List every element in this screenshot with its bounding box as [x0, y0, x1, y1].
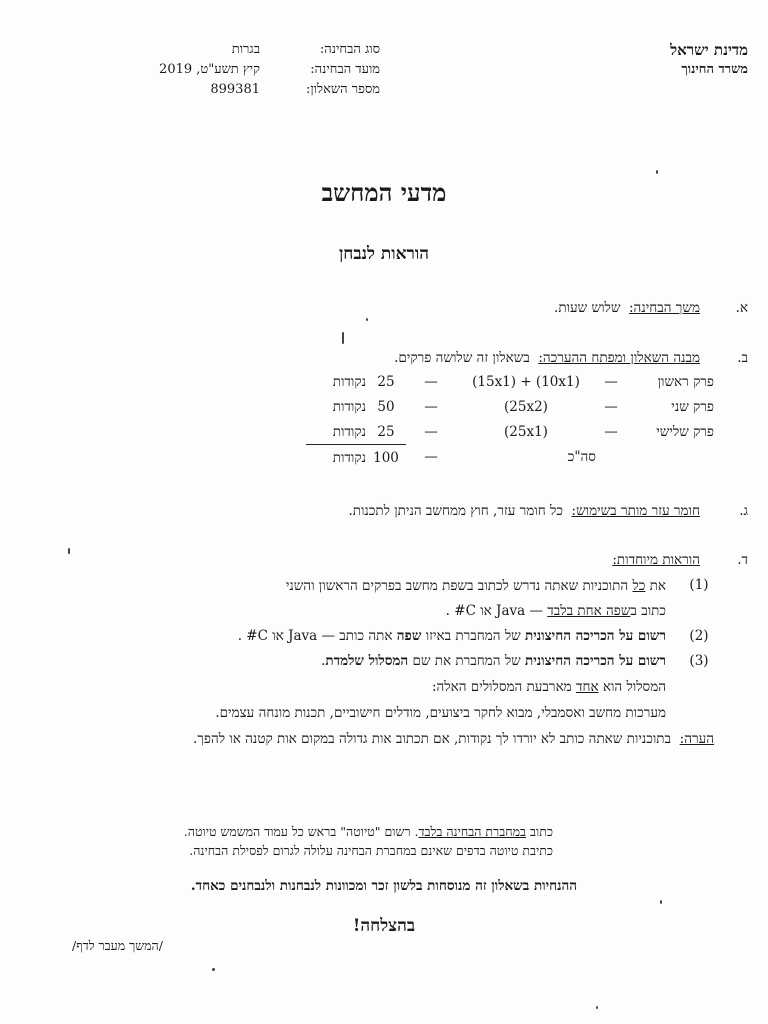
- scan-speck: [366, 318, 368, 321]
- dash: —: [604, 373, 618, 390]
- text: של המחברת באיזו: [421, 628, 525, 644]
- section-structure: [148, 347, 748, 470]
- points-unit: נקודות: [332, 373, 366, 390]
- section-letter: ג.: [739, 503, 748, 519]
- special-label: הוראות מיוחדות:: [612, 552, 700, 568]
- points-unit: נקודות: [306, 445, 366, 471]
- section-duration: [148, 297, 748, 319]
- part-formula: (25x2): [504, 398, 548, 415]
- note: [148, 726, 714, 752]
- item-number: (1): [689, 577, 709, 593]
- text: כתוב ב: [630, 603, 666, 619]
- section-letter: א.: [735, 300, 748, 316]
- structure-label: מבנה השאלון ומפתח ההערכה:: [538, 350, 700, 366]
- emphasis: כל: [632, 578, 646, 594]
- ministry-name: משרד החינוך: [681, 62, 748, 77]
- text: . רשום "טיוטה" בראש כל עמוד המשמש טיוטה.: [183, 824, 419, 839]
- table-row: [306, 419, 714, 445]
- part-points: 25: [377, 423, 395, 440]
- points-unit: נקודות: [332, 423, 366, 440]
- issuer-block: [670, 40, 748, 80]
- emphasis: שפה אחת בלבד: [547, 603, 631, 619]
- structure-text: בשאלון זה שלושה פרקים.: [394, 350, 530, 366]
- emphasis: המסלול שלמדת: [325, 653, 409, 669]
- question-number-value: 899381: [210, 82, 260, 97]
- good-luck: בהצלחה!: [352, 916, 416, 936]
- instruction-item-2: [148, 624, 709, 649]
- table-row: [306, 369, 714, 394]
- exam-date-label: מועד הבחינה:: [310, 62, 380, 77]
- dash: —: [604, 423, 618, 440]
- duration-label: משך הבחינה:: [629, 300, 700, 316]
- emphasis: רשום על הכריכה החיצונית: [524, 653, 666, 669]
- page-title: מדעי המחשב: [321, 178, 447, 207]
- emphasis: אחד: [575, 679, 599, 695]
- section-materials: [148, 500, 748, 522]
- draft-warning: כתיבת טיוטה בדפים שאינם במחברת הבחינה עלולה לגרום לפסילת הבחינה.: [189, 843, 553, 858]
- note-label: הערה:: [679, 731, 714, 747]
- exam-date-value: קיץ תשע"ט, 2019: [159, 62, 260, 77]
- scan-speck: [342, 332, 344, 344]
- text: של המחברת את שם: [408, 653, 525, 669]
- scan-speck: [660, 900, 662, 904]
- scan-speck: [656, 170, 658, 174]
- page-subtitle: הוראות לנבחן: [338, 244, 430, 264]
- exam-type-value: בגרות: [231, 42, 260, 57]
- dash: —: [424, 423, 438, 440]
- total-label: סה"כ: [567, 449, 596, 466]
- part-name: פרק שלישי: [656, 423, 714, 440]
- continued-note: /המשך מעבר לדף/: [72, 938, 163, 953]
- tracks-list: מערכות מחשב ואסמבלי, מבוא לחקר ביצועים, מודלים חישוביים, תכנות מונחה עצמים.: [215, 705, 666, 721]
- section-letter: ד.: [737, 552, 748, 568]
- materials-text: כל חומר עזר, חוץ ממחשב הניתן לתכנות.: [348, 503, 563, 519]
- exam-details: [140, 40, 380, 100]
- scan-speck: [212, 968, 215, 971]
- materials-label: חומר עזר מותר בשימוש:: [571, 503, 700, 519]
- text: המסלול הוא: [598, 679, 666, 695]
- item-number: (2): [689, 628, 709, 644]
- total-row: [306, 445, 714, 471]
- exam-type-label: סוג הבחינה:: [319, 42, 380, 57]
- dash: —: [604, 398, 618, 415]
- emphasis: רשום על הכריכה החיצונית: [524, 628, 666, 644]
- text: התוכניות שאתה נדרש לכתוב בשפת מחשב בפרקים הראשון והשני: [285, 578, 633, 594]
- emphasis: שפה: [396, 628, 422, 644]
- empty-cell: [626, 445, 714, 471]
- points-unit: נקודות: [332, 398, 366, 415]
- duration-text: שלוש שעות.: [554, 300, 621, 316]
- item-number: (3): [689, 653, 709, 669]
- score-distribution-table: [306, 369, 714, 470]
- dash: —: [424, 398, 438, 415]
- question-number-label: מספר השאלון:: [305, 82, 380, 97]
- part-formula: (15x1) + (10x1): [472, 373, 580, 390]
- dash: —: [424, 449, 438, 466]
- part-name: פרק ראשון: [657, 373, 714, 390]
- scan-speck: [596, 1006, 598, 1009]
- part-formula: (25x1): [504, 423, 548, 440]
- tracks-block: [148, 674, 700, 726]
- part-points: 50: [377, 398, 395, 415]
- total-points: 100: [366, 445, 406, 471]
- text: מארבעת המסלולים האלה:: [431, 679, 576, 695]
- text: כתוב: [526, 824, 553, 839]
- gender-note: ההנחיות בשאלון זה מנוסחות בלשון זכר ומכוונות לנבחנות ולנבחנים כאחד.: [190, 878, 578, 894]
- section-letter: ב.: [737, 350, 748, 366]
- scan-speck: [68, 548, 70, 554]
- dash: —: [424, 373, 438, 390]
- emphasis: במחברת הבחינה בלבד: [418, 824, 527, 839]
- empty-cell: [596, 445, 626, 471]
- state-name: מדינת ישראל: [670, 41, 748, 59]
- note-text: בתוכניות שאתה כותב לא יורדו לך נקודות, אם תכתוב אות גדולה במקום אות קטנה או להפך.: [192, 731, 672, 747]
- draft-notes: [0, 822, 768, 860]
- text: את: [645, 578, 666, 594]
- text: — Java או C# .: [445, 603, 548, 619]
- instruction-item-3: [148, 649, 709, 674]
- part-name: פרק שני: [671, 398, 714, 415]
- instruction-item-1: [148, 574, 709, 624]
- section-special-instructions: [148, 549, 748, 752]
- text: .: [321, 653, 326, 669]
- part-points: 25: [377, 373, 395, 390]
- text: אתה כותב — Java או C# .: [237, 628, 397, 644]
- table-row: [306, 394, 714, 419]
